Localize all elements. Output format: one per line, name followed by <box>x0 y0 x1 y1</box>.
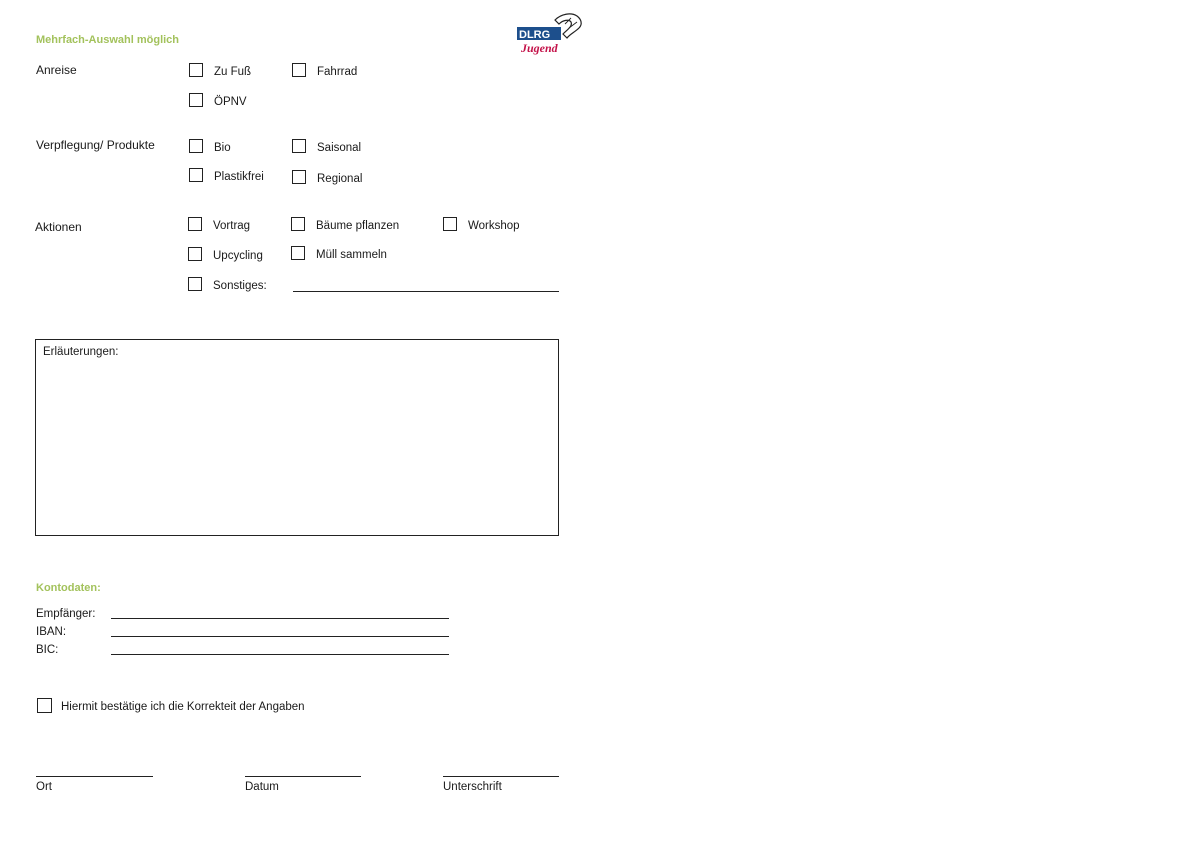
aktionen-label: Aktionen <box>35 220 82 234</box>
sonstiges-input-line[interactable] <box>293 291 559 292</box>
empfaenger-input-line[interactable] <box>111 618 449 619</box>
confirm-label: Hiermit bestätige ich die Korrekteit der Angaben <box>61 701 305 713</box>
checkbox-regional[interactable] <box>292 170 306 184</box>
checkbox-plastikfrei[interactable] <box>189 168 203 182</box>
dlrg-jugend-logo <box>515 12 585 56</box>
option-fahrrad-label: Fahrrad <box>317 66 358 78</box>
logo-jugend-text: Jugend <box>521 41 558 55</box>
bic-input-line[interactable] <box>111 654 449 655</box>
bic-label: BIC: <box>36 644 59 656</box>
unterschrift-line[interactable] <box>443 776 559 777</box>
erlaeuterungen-label: Erläuterungen: <box>43 346 119 358</box>
logo-dlrg-text: DLRG <box>519 29 551 41</box>
checkbox-workshop[interactable] <box>443 217 457 231</box>
option-vortrag-label: Vortrag <box>213 220 251 232</box>
kontodaten-title: Kontodaten: <box>36 582 101 594</box>
unterschrift-label: Unterschrift <box>443 781 502 793</box>
checkbox-muell-sammeln[interactable] <box>291 246 305 260</box>
ort-line[interactable] <box>36 776 153 777</box>
datum-label: Datum <box>245 781 279 793</box>
option-oepnv-label: ÖPNV <box>214 96 247 108</box>
datum-line[interactable] <box>245 776 361 777</box>
option-baeume-pflanzen-label: Bäume pflanzen <box>316 220 400 232</box>
option-upcycling-label: Upcycling <box>213 250 263 262</box>
checkbox-fahrrad[interactable] <box>292 63 306 77</box>
checkbox-upcycling[interactable] <box>188 247 202 261</box>
checkbox-confirm[interactable] <box>37 698 52 713</box>
verpflegung-label: Verpflegung/ Produkte <box>36 138 155 152</box>
option-bio-label: Bio <box>214 142 231 154</box>
option-plastikfrei-label: Plastikfrei <box>214 171 264 183</box>
anreise-label: Anreise <box>36 63 77 77</box>
option-workshop-label: Workshop <box>468 220 520 232</box>
checkbox-saisonal[interactable] <box>292 139 306 153</box>
erlaeuterungen-textbox[interactable] <box>35 339 559 536</box>
option-sonstiges-label: Sonstiges: <box>213 280 267 292</box>
ort-label: Ort <box>36 781 52 793</box>
option-saisonal-label: Saisonal <box>317 142 362 154</box>
checkbox-vortrag[interactable] <box>188 217 202 231</box>
option-zu-fuss-label: Zu Fuß <box>214 66 252 78</box>
iban-input-line[interactable] <box>111 636 449 637</box>
empfaenger-label: Empfänger: <box>36 608 96 620</box>
checkbox-bio[interactable] <box>189 139 203 153</box>
checkbox-zu-fuss[interactable] <box>189 63 203 77</box>
multi-select-hint: Mehrfach-Auswahl möglich <box>36 34 180 46</box>
checkbox-sonstiges[interactable] <box>188 277 202 291</box>
option-regional-label: Regional <box>317 173 363 185</box>
option-muell-sammeln-label: Müll sammeln <box>316 249 387 261</box>
iban-label: IBAN: <box>36 626 67 638</box>
checkbox-baeume-pflanzen[interactable] <box>291 217 305 231</box>
checkbox-oepnv[interactable] <box>189 93 203 107</box>
